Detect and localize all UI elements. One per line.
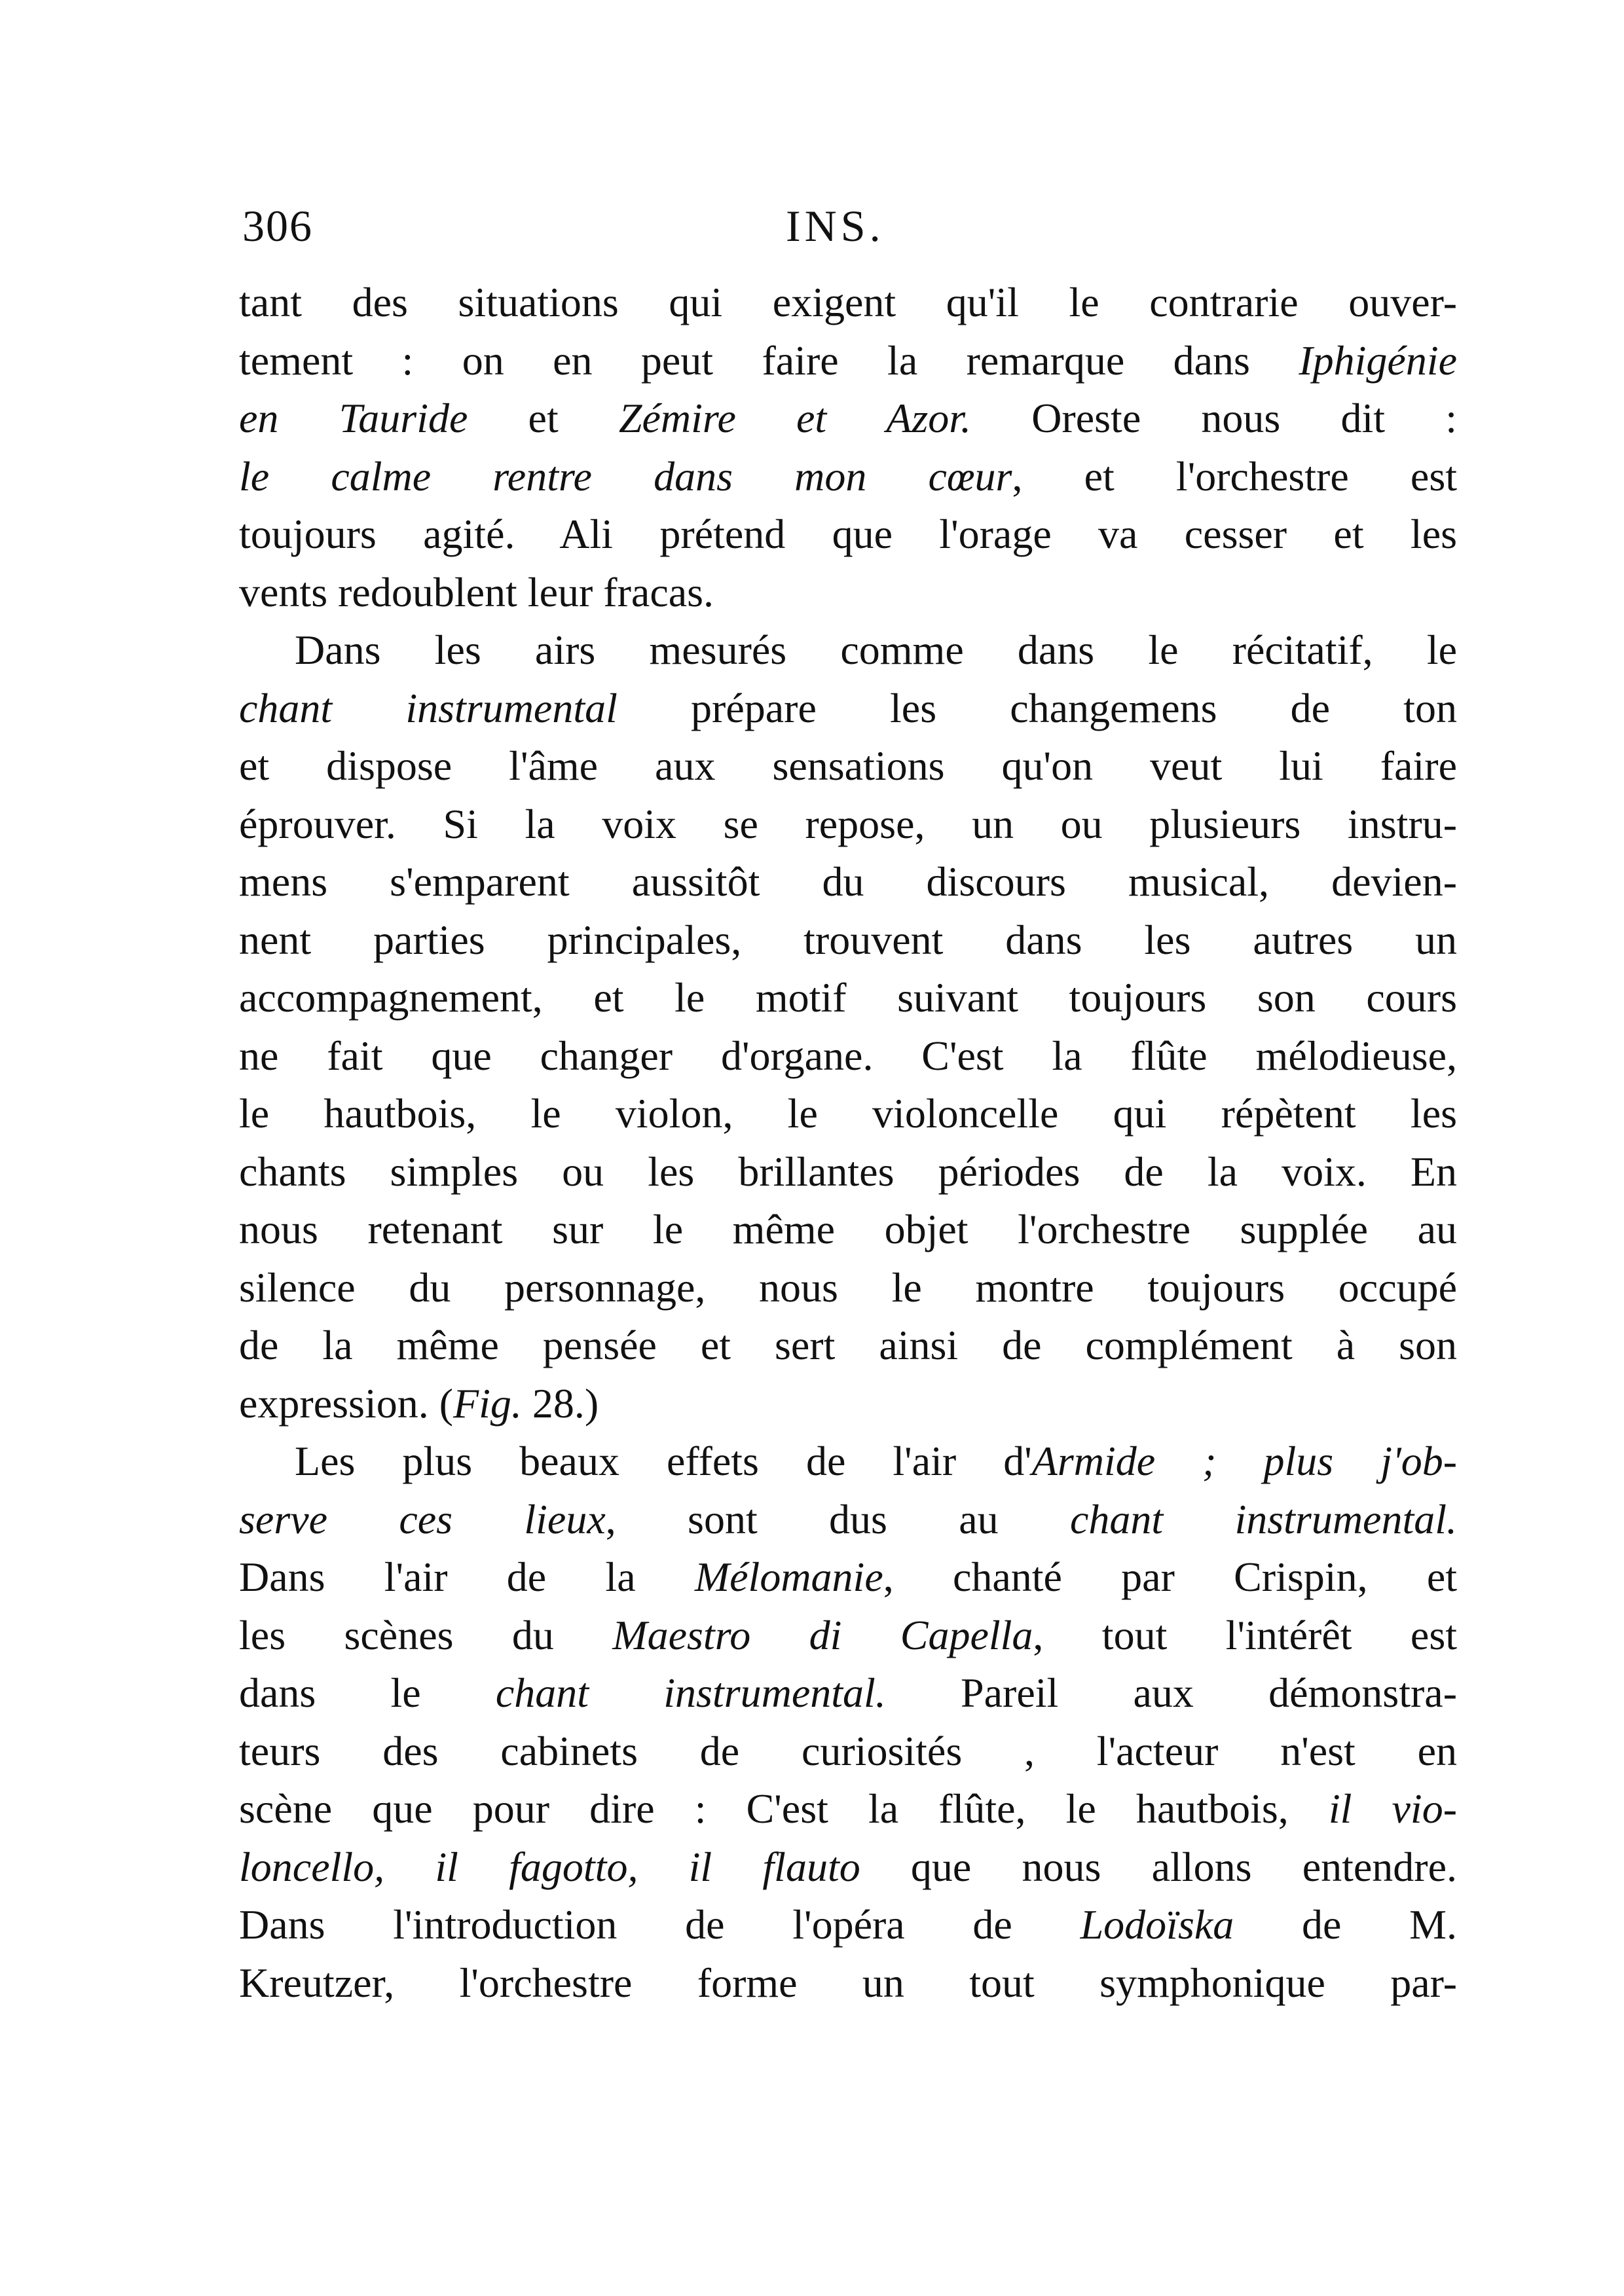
text-segment: scène que pour dire : C'est la flûte, le hautbois,	[239, 1785, 1329, 1832]
text-segment: prépare les changemens de ton	[617, 684, 1457, 731]
text-segment: dans le	[239, 1669, 496, 1716]
text-line	[239, 969, 1457, 1027]
page-header	[242, 190, 1454, 262]
text-line	[239, 1027, 1457, 1085]
text-line	[239, 1259, 1457, 1317]
text-line	[239, 737, 1457, 795]
text-segment: le hautbois, le violon, le violoncelle qui répètent les	[239, 1090, 1457, 1137]
text-segment: , sont dus au	[605, 1495, 1070, 1542]
italic-segment: loncello, il fagotto, il flauto	[239, 1843, 860, 1890]
text-segment: Kreutzer, l'orchestre forme un tout symphonique par-	[239, 1959, 1457, 2006]
text-line	[239, 680, 1457, 738]
italic-segment: Fig.	[453, 1379, 522, 1427]
text-line	[239, 1491, 1457, 1549]
text-segment: et dispose l'âme aux sensations qu'on veut lui faire	[239, 742, 1457, 789]
text-line	[239, 1722, 1457, 1781]
text-line	[239, 332, 1457, 390]
text-line	[239, 1317, 1457, 1375]
text-segment: et	[468, 395, 619, 441]
italic-segment: il vio-	[1328, 1785, 1457, 1832]
text-segment: que nous allons entendre.	[860, 1843, 1457, 1890]
italic-segment: Lodoïska	[1080, 1901, 1234, 1948]
text-segment: accompagnement, et le motif suivant toujours son cours	[239, 974, 1457, 1021]
text-line	[239, 1375, 1457, 1433]
italic-segment: chant instrumental.	[1069, 1495, 1457, 1542]
text-segment: teurs des cabinets de curiosités , l'acteur n'est en	[239, 1727, 1457, 1774]
text-line	[239, 853, 1457, 911]
text-segment: chants simples ou les brillantes périodes de la voix. En	[239, 1148, 1457, 1195]
text-line	[239, 274, 1457, 332]
text-segment: , tout l'intérêt est	[1033, 1611, 1457, 1658]
text-segment: toujours agité. Ali prétend que l'orage va cesser et les	[239, 511, 1457, 557]
italic-segment: chant instrumental.	[495, 1669, 886, 1716]
text-segment: mens s'emparent aussitôt du discours musical, devien-	[239, 858, 1457, 905]
italic-segment: Armide ; plus j'ob-	[1031, 1438, 1457, 1484]
text-line	[239, 505, 1457, 564]
text-line	[239, 1664, 1457, 1722]
text-segment: Dans l'introduction de l'opéra de	[239, 1901, 1080, 1948]
text-segment: ne fait que changer d'organe. C'est la flûte mélodieuse,	[239, 1032, 1457, 1079]
text-segment: Dans les airs mesurés comme dans le récitatif, le	[295, 627, 1457, 673]
italic-segment: Zémire et Azor.	[618, 395, 972, 441]
text-segment: , et l'orchestre est	[1012, 452, 1457, 500]
text-line	[239, 1896, 1457, 1954]
text-segment: Les plus beaux effets de l'air d'	[295, 1438, 1032, 1484]
text-segment: Dans l'air de la	[239, 1554, 695, 1600]
text-line	[239, 390, 1457, 448]
text-segment: nent parties principales, trouvent dans les autres un	[239, 916, 1457, 963]
italic-segment: Iphigénie	[1299, 337, 1457, 384]
text-segment: 28.)	[521, 1379, 599, 1427]
body-text	[239, 274, 1457, 2012]
text-line	[239, 1838, 1457, 1897]
text-line	[239, 1085, 1457, 1143]
text-segment: de M.	[1234, 1901, 1457, 1948]
text-segment: Pareil aux démonstra-	[885, 1669, 1457, 1716]
text-line	[239, 1780, 1457, 1838]
text-segment: vents redoublent leur fracas.	[239, 568, 714, 615]
text-segment: les scènes du	[239, 1611, 613, 1658]
text-line	[239, 564, 1457, 622]
running-head: INS.	[786, 201, 885, 251]
text-segment: expression. (	[239, 1379, 454, 1427]
text-line	[239, 1143, 1457, 1201]
italic-segment: Maestro di Capella	[612, 1611, 1033, 1658]
page-number: 306	[242, 201, 313, 251]
text-line	[239, 795, 1457, 854]
text-segment: silence du personnage, nous le montre toujours occupé	[239, 1264, 1457, 1311]
text-line	[239, 1548, 1457, 1607]
text-line	[239, 1954, 1457, 2013]
text-line	[239, 448, 1457, 506]
text-line	[239, 621, 1457, 680]
text-line	[239, 1201, 1457, 1259]
text-segment: tement : on en peut faire la remarque dans	[239, 337, 1299, 384]
text-segment: nous retenant sur le même objet l'orchestre supplée au	[239, 1206, 1457, 1252]
text-line	[239, 1432, 1457, 1491]
text-line	[239, 1607, 1457, 1665]
text-line	[239, 911, 1457, 970]
italic-segment: le calme rentre dans mon cœur	[239, 452, 1012, 500]
text-segment: de la même pensée et sert ainsi de complément à son	[239, 1322, 1457, 1368]
text-segment: tant des situations qui exigent qu'il le contrarie ouver-	[239, 279, 1457, 325]
text-segment: , chanté par Crispin, et	[883, 1554, 1457, 1600]
text-segment: Oreste nous dit :	[971, 395, 1457, 441]
italic-segment: chant instrumental	[239, 684, 618, 731]
italic-segment: serve ces lieux	[239, 1495, 606, 1542]
italic-segment: Mélomanie	[694, 1554, 883, 1600]
text-segment: éprouver. Si la voix se repose, un ou plusieurs instru-	[239, 800, 1457, 847]
italic-segment: en Tauride	[239, 395, 468, 441]
